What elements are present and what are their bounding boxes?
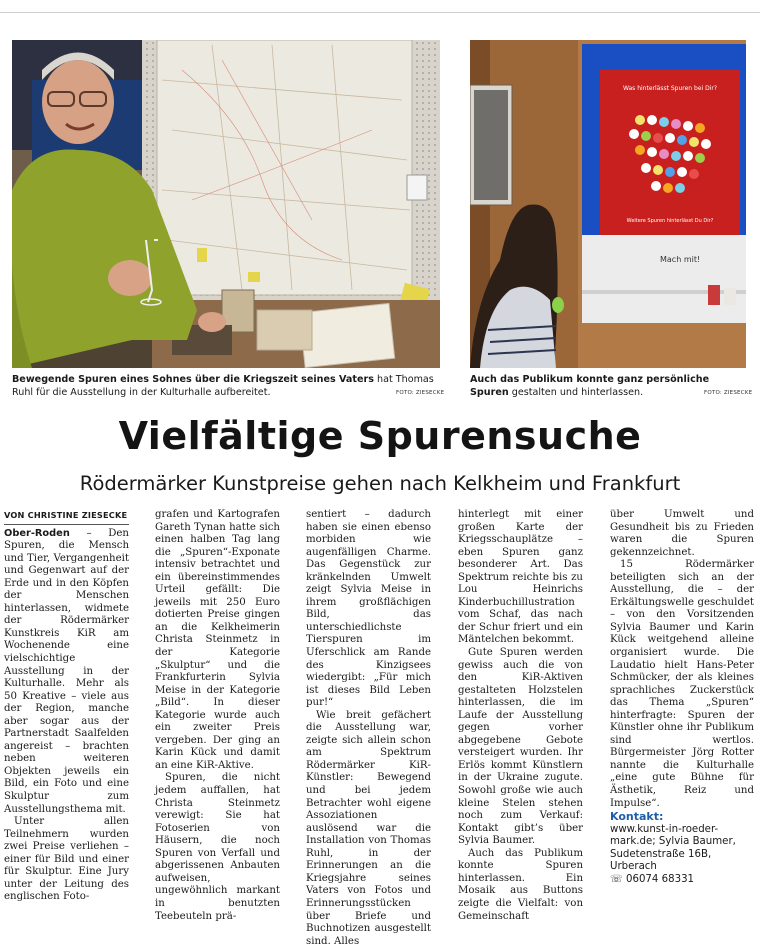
mach-mit-sign: Mach mit!: [660, 255, 701, 264]
caption-right-bold: Auch das Publikum konnte ganz persönliche Spuren: [470, 374, 710, 398]
photo-right-illustration: [470, 40, 746, 368]
article-column-1: [4, 509, 129, 904]
paragraph-text: – Den Spuren, die Mensch und Tier, Vergangenheit und Gegenwart auf der Erde und in den Köpfen der Menschen hinterlassen, widmete der Rödermärker Kunstkreis KiR am Wochenende eine vielschichtige Ausstellung in der Kulturhalle. Mehr als 50 Kreative – viele aus der Region, manche aber sogar aus der Partnerstadt Saalfelden angereist – brachten neben weiteren Objekten jeweils ein Bild, ein Foto und eine Skulptur zum Ausstellungsthema mit.: [4, 527, 129, 815]
article-paragraph: über Umwelt und Gesundheit bis zu Frieden waren die Spuren gekennzeichnet.: [610, 509, 754, 558]
dateline: Ober-Roden: [4, 527, 70, 539]
article-column-5: [610, 509, 754, 886]
article-paragraph: Unter allen Teilnehmern wurden zwei Preise verliehen – einer für Bild und einer für Skulptur. Eine Jury unter der Leitung des englischen Foto-: [4, 816, 129, 903]
article-column-3: [306, 509, 431, 948]
photo-credit-left: FOTO: ZIESECKE: [396, 390, 445, 396]
artwork-text-top: Was hinterlässt Spuren bei Dir?: [622, 85, 718, 92]
article-paragraph: Wie breit gefächert die Ausstellung war, zeigte sich allein schon am Spektrum Rödermärker KiR-Künstler: Bewegend und bei jedem Betrachter wohl eigene Assoziationen auslösend war die Installation von Thomas Ruhl, in der Erinnerungen an die Kriegsjahre seines Vaters von Fotos und Erinnerungsstücken über Briefe und Buchnotizen ausgestellt sind. Alles: [306, 709, 431, 947]
caption-left-bold: Bewegende Spuren eines Sohnes über die Kriegszeit seines Vaters: [12, 374, 374, 385]
article-column-2: [155, 509, 280, 923]
article-paragraph: hinterlegt mit einer großen Karte der Kriegsschauplätze – eben Spuren ganz besonderer Art. Das Spektrum reichte bis zu Lou Heinrichs Kinderbuchillustration vom Schaf, das nach der Schur friert und ein Mäntelchen bekommt.: [458, 509, 583, 646]
article-paragraph: Gute Spuren werden gewiss auch die von den KiR-Aktiven gestalteten Holzstelen hinterlassen, die im Laufe der Ausstellung gegen vorher abgegebene Gebote versteigert wurden. Ihr Erlös kommt Künstlern in der Ukraine zugute. Sowohl große wie auch kleine Stelen stehen noch zum Verkauf: Kontakt gibt’s über Sylvia Baumer.: [458, 647, 583, 847]
article-paragraph: 15 Rödermärker beteiligten sich an der Ausstellung, die – der Erkältungswelle geschuldet – von den Vorsitzenden Sylvia Baumer und Karin Kück weitgehend alleine organisiert wurde. Die Laudatio hielt Hans-Peter Schmücker, der als kleines sprachliches Zuckerstück das Thema „Spuren“ hinterfragte: Spuren der Künstler ohne ihr Publikum sind wertlos. Bürgermeister Jörg Rotter nannte die Kulturhalle „eine gute Bühne für Ästhetik, Reiz und Impulse“.: [610, 559, 754, 809]
contact-phone: ☏ 06074 68331: [610, 873, 695, 885]
article-paragraph: [4, 528, 129, 817]
photo-publikum-mosaik: [470, 40, 746, 368]
article-paragraph: Auch das Publikum konnte Spuren hinterlassen. Ein Mosaik aus Buttons zeigte die Vielfalt: von Gemeinschaft: [458, 847, 583, 922]
contact-website-address[interactable]: www.kunst-in-roeder-mark.de; Sylvia Baumer, Sudetenstraße 16B, Urberach: [610, 823, 736, 873]
article-paragraph: grafen und Kartografen Gareth Tynan hatte sich einen halben Tag lang die „Spuren“-Exponate intensiv betrachtet und ein übereinstimmendes Urteil gefällt: Die jeweils mit 250 Euro dotierten Preise gingen an die Kelkheimerin Christa Steinmetz in der Kategorie „Skulptur“ und die Frankfurterin Sylvia Meise in der Kategorie „Bild“. In dieser Kategorie wurde auch ein zweiter Preis vergeben. Der ging an Karin Kück und damit an eine KiR-Aktive.: [155, 509, 280, 771]
subheadline: Rödermärker Kunstpreise gehen nach Kelkheim und Frankfurt: [79, 472, 681, 495]
caption-right-rest: gestalten und hinterlassen.: [508, 387, 644, 398]
contact-heading: Kontakt:: [610, 810, 664, 824]
article-column-4: [458, 509, 583, 923]
caption-photo-left: [12, 373, 444, 399]
artwork-text-bottom: Weitere Spuren hinterlässt Du Dir?: [626, 218, 714, 224]
article-paragraph: Spuren, die nicht jedem auffallen, hat Christa Steinmetz verewigt: Sie hat Fotoserien von Häusern, die noch Spuren von Verfall und abgerissenen Anbauten aufweisen, ungewöhnlich markant in benutzten Teebeuteln prä-: [155, 772, 280, 922]
caption-left-rest: hat Thomas Ruhl für die Ausstellung in der Kulturhalle aufbereitet.: [12, 374, 434, 398]
article-paragraph: sentiert – dadurch haben sie einen ebenso morbiden wie augenfälligen Charme. Das Gegenstück zur kränkelnden Umwelt zeigt Sylvia Meise in ihrem großflächigen Bild, das unterschiedlichste Tierspuren im Uferschlick am Rande des Kinzigsees wiedergibt: „Für mich ist dieses Bild Leben pur!“: [306, 509, 431, 709]
byline: VON CHRISTINE ZIESECKE: [4, 509, 129, 525]
photo-credit-right: FOTO: ZIESECKE: [704, 390, 753, 396]
headline: Vielfältige Spurensuche: [118, 414, 642, 458]
photo-left-illustration: [12, 40, 440, 368]
top-rule: [0, 12, 760, 13]
photo-thomas-ruhl-installation: [12, 40, 440, 368]
